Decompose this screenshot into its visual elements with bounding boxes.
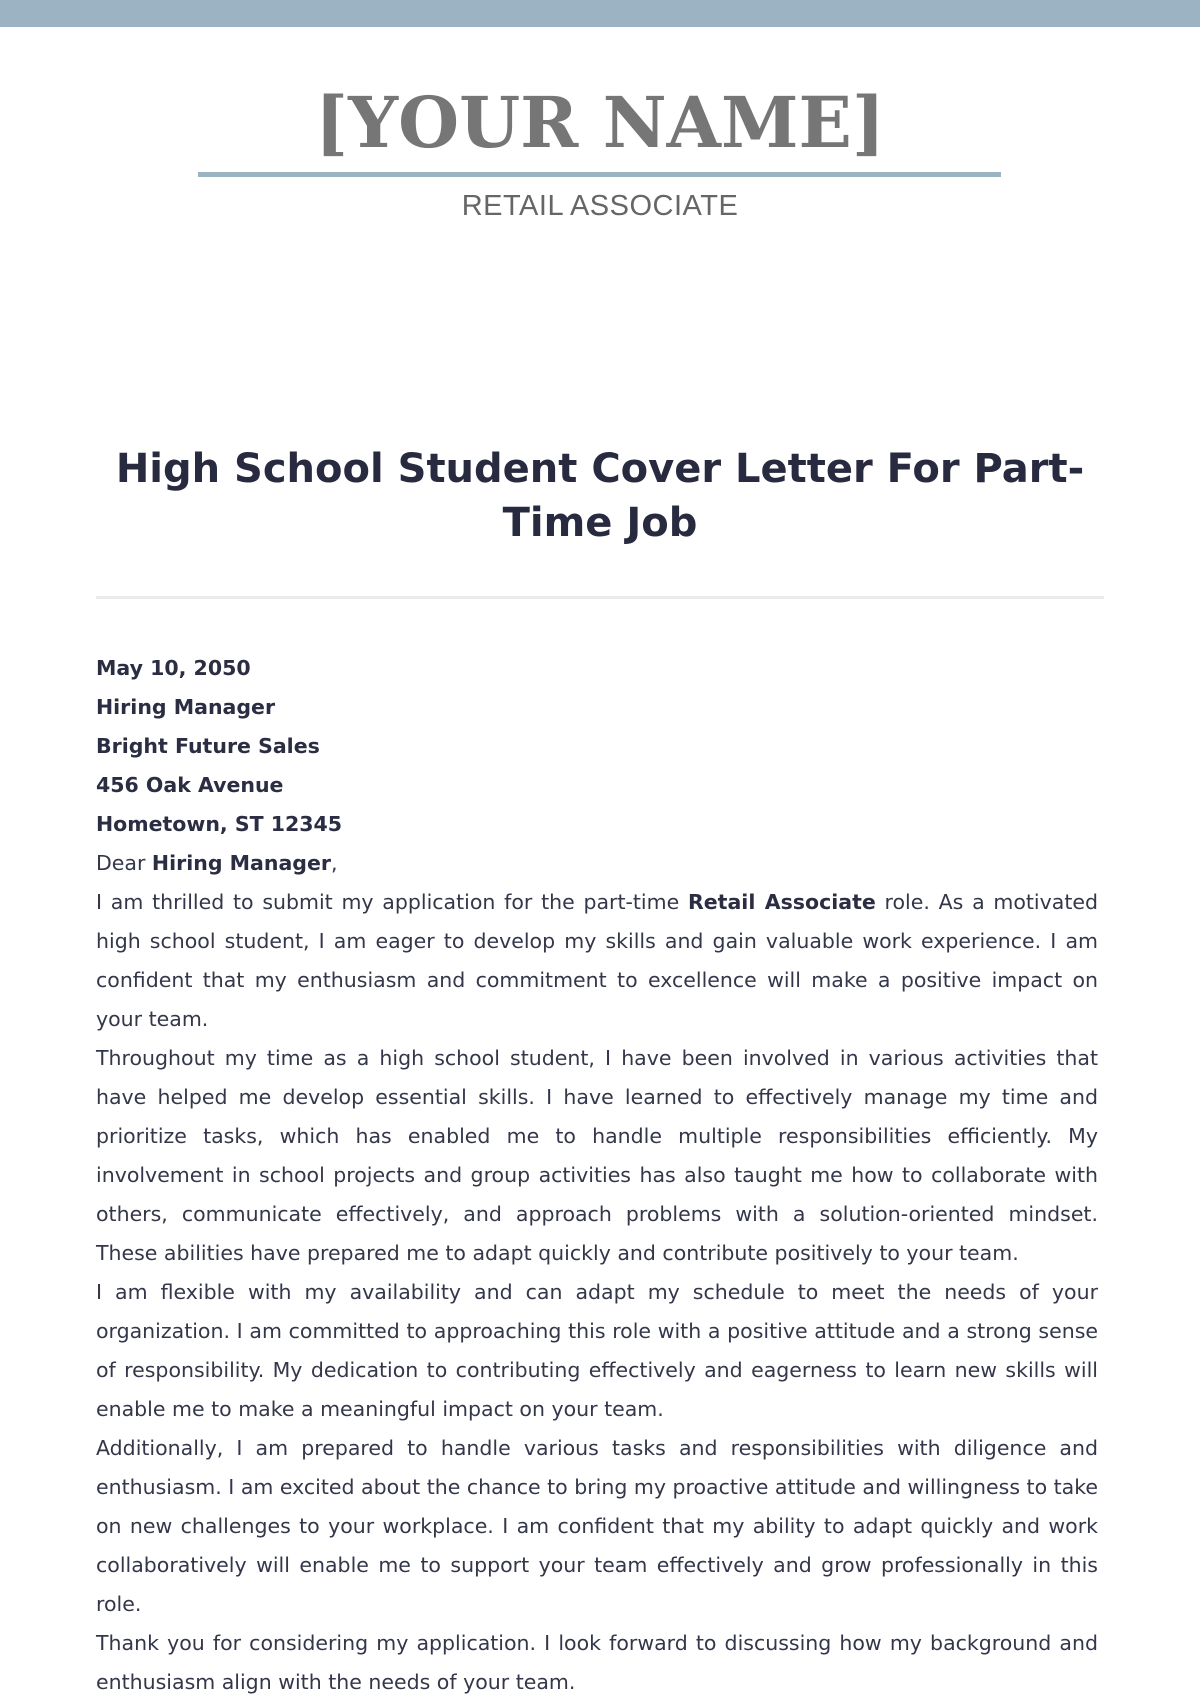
salutation-name: Hiring Manager [151, 851, 331, 875]
recipient-company: Bright Future Sales [96, 734, 320, 758]
paragraph-1-after: role. As a motivated high school student, I am eager to develop my skills and gain valuable work experience. I am confident that my enthusiasm and commitment to excellence will make a positive impact on your team. [96, 890, 1098, 1031]
applicant-name: [YOUR NAME] [315, 81, 885, 164]
document-title: High School Student Cover Letter For Part-Time Job [115, 446, 1085, 546]
body-paragraph-4: Additionally, I am prepared to handle various tasks and responsibilities with diligence and enthusiasm. I am excited about the chance to bring my proactive attitude and willingness to take on new challenges to your workplace. I am confident that my ability to adapt quickly and work collaboratively will enable me to support your team effectively and grow professionally in this role. [96, 1436, 1098, 1616]
letter-body [96, 649, 1098, 1702]
name-divider [198, 172, 1001, 177]
salutation [96, 844, 1098, 883]
recipient-name: Hiring Manager [96, 695, 276, 719]
salutation-suffix: , [330, 851, 338, 875]
applicant-role: RETAIL ASSOCIATE [461, 190, 739, 222]
salutation-prefix: Dear [96, 851, 152, 875]
paragraph-1-role: Retail Associate [687, 890, 876, 914]
body-paragraph-1 [96, 883, 1098, 1039]
top-accent-band [0, 0, 1200, 27]
paragraph-1-before: I am thrilled to submit my application for the part-time [96, 890, 688, 914]
recipient-street: 456 Oak Avenue [96, 773, 284, 797]
body-paragraph-5: Thank you for considering my application. I look forward to discussing how my background and enthusiasm align with the needs of your team. [96, 1631, 1098, 1694]
letterhead [0, 78, 1200, 222]
letter-date: May 10, 2050 [96, 656, 251, 680]
recipient-city: Hometown, ST 12345 [96, 812, 343, 836]
title-divider [96, 596, 1104, 599]
body-paragraph-2: Throughout my time as a high school student, I have been involved in various activities that have helped me develop essential skills. I have learned to effectively manage my time and prioritize tasks, which has enabled me to handle multiple responsibilities efficiently. My involvement in school projects and group activities has also taught me how to collaborate with others, communicate effectively, and approach problems with a solution-oriented mindset. These abilities have prepared me to adapt quickly and contribute positively to your team. [96, 1046, 1098, 1265]
body-paragraph-3: I am flexible with my availability and can adapt my schedule to meet the needs of your organization. I am committed to approaching this role with a positive attitude and a strong sense of responsibility. My dedication to contributing effectively and eagerness to learn new skills will enable me to make a meaningful impact on your team. [96, 1280, 1098, 1421]
